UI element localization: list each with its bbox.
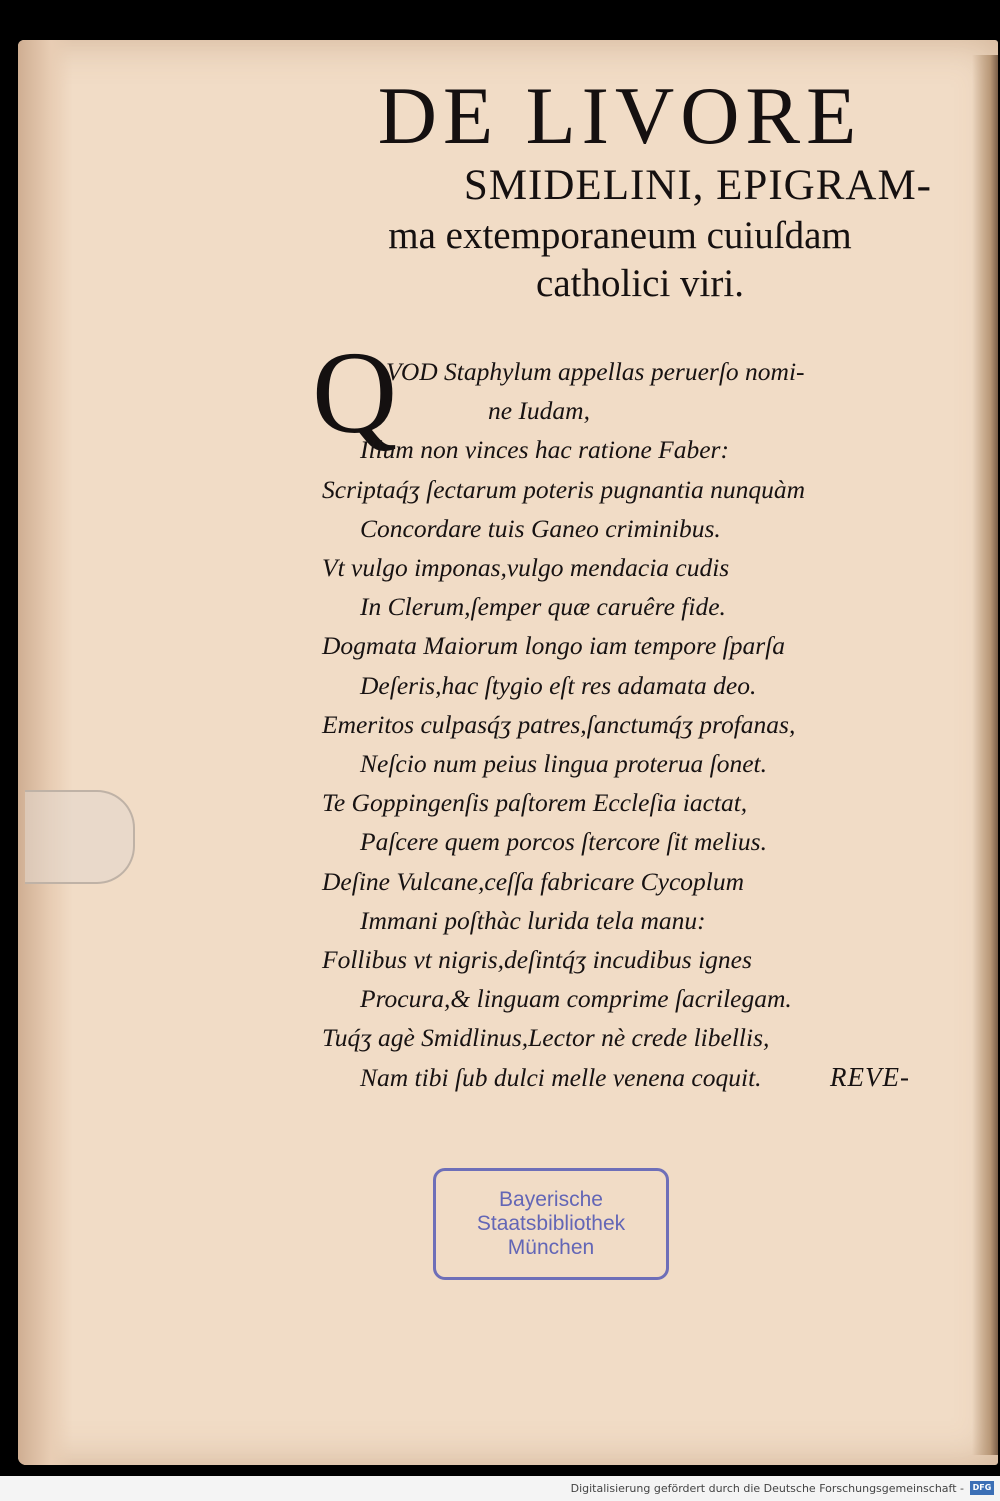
poem-line: Vt vulgo imponas,vulgo mendacia cudis (322, 553, 730, 583)
footer-credit: Digitalisierung gefördert durch die Deutsche Forschungsgemeinschaft - (570, 1482, 964, 1495)
poem-line: Deſeris,hac ſtygio eſt res adamata deo. (360, 670, 757, 700)
stamp-line-3: München (507, 1236, 595, 1259)
stamp-line-2: Staatsbibliothek (476, 1212, 626, 1235)
poem-line: Deſine Vulcane,ceſſa fabricare Cycoplum (322, 866, 745, 896)
stamp-line-1: Bayerische (499, 1188, 603, 1211)
poem-line: Neſcio num peius lingua proterua ſonet. (360, 749, 768, 779)
poem-line: Nam tibi ſub dulci melle venena coquit. (360, 1062, 762, 1092)
poem-line: Concordare tuis Ganeo criminibus. (360, 513, 721, 543)
title-line-1: DE LIVORE (377, 70, 863, 161)
drop-cap: Q (312, 327, 398, 458)
page-gutter (18, 40, 73, 1465)
catchword: REVE- (830, 1062, 910, 1092)
poem-line: Emeritos culpasq́ʒ patres,ſanctumq́ʒ profanas, (322, 709, 796, 739)
page-right-edge (972, 55, 998, 1455)
page-title (300, 72, 940, 308)
poem-line: ne Iudam, (488, 396, 590, 426)
poem-line: Immani poſthàc lurida tela manu: (360, 905, 706, 935)
poem-line: Illum non vinces hac ratione Faber: (360, 435, 729, 465)
title-line-3: ma extemporaneum cuiuſdam (388, 214, 852, 257)
poem-line: Paſcere quem porcos ſtercore ſit melius. (360, 827, 767, 857)
library-stamp (433, 1168, 669, 1280)
title-line-2: SMIDELINI, EPIGRAM- (463, 162, 932, 209)
poem-line: Te Goppingenſis paſtorem Eccleſia iactat, (322, 788, 748, 818)
poem-line: Scriptaq́ʒ ſectarum poteris pugnantia nunquàm (322, 474, 806, 504)
poem-body (322, 352, 942, 1097)
title-line-4: catholici viri. (536, 262, 744, 305)
poem-line: Follibus vt nigris,deſintq́ʒ incudibus ignes (322, 945, 752, 975)
dfg-logo: DFG (970, 1481, 994, 1495)
poem-line: Tuq́ʒ agè Smidlinus,Lector nè crede libellis, (322, 1023, 770, 1053)
poem-line: In Clerum,ſemper quæ caruêre fide. (360, 592, 726, 622)
poem-line: VOD Staphylum appellas peruerſo nomi- (386, 357, 805, 386)
page-clip (25, 790, 135, 884)
poem-line: Procura,& linguam comprime ſacrilegam. (360, 984, 792, 1014)
poem-line: Dogmata Maiorum longo iam tempore ſparſa (322, 631, 785, 661)
footer-bar (0, 1476, 1000, 1501)
